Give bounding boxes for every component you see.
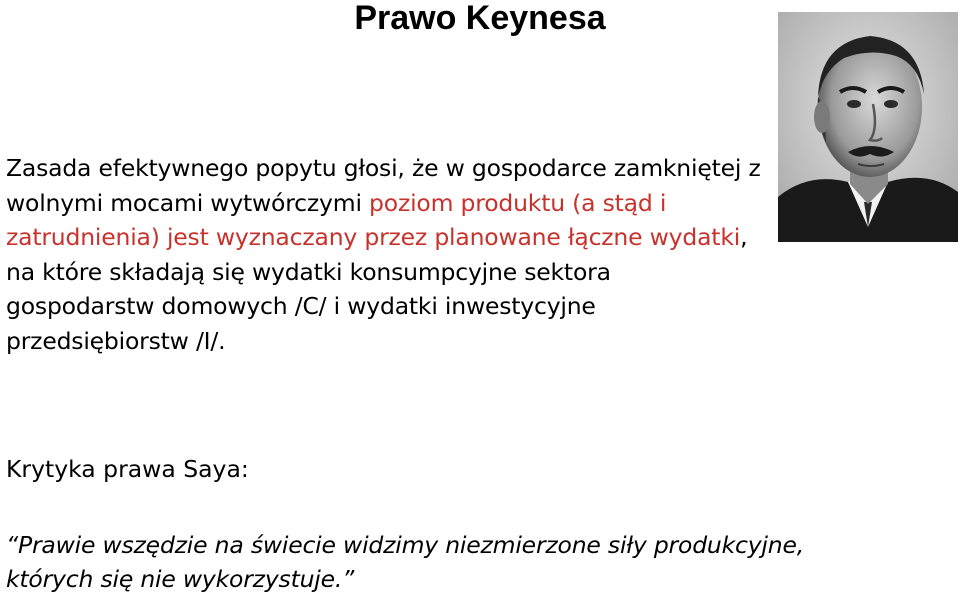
portrait-photo [778, 12, 958, 242]
page-title: Prawo Keynesa [354, 0, 606, 37]
principle-paragraph [6, 151, 766, 358]
paragraph-highlight: poziom produktu (a stąd i zatrudnienia) jest wyznaczany przez planowane łączne wydatki [6, 188, 741, 251]
portrait-illustration [778, 12, 958, 242]
critique-quote: “Prawie wszędzie na świecie widzimy niezmierzone siły produkcyjne, których się nie wykorzystuje.” [6, 531, 804, 593]
paragraph-text-start: Zasada efektywnego popytu głosi, że w gospodarce zamkniętej z wolnymi mocami wytwórczymi [6, 154, 761, 217]
paragraph-text-end: , na które składają się wydatki konsumpcyjne sektora gospodarstw domowych /C/ i wydatki inwestycyjne przedsiębiorstw /I/. [6, 223, 748, 355]
critique-heading: Krytyka prawa Saya: [6, 455, 249, 483]
